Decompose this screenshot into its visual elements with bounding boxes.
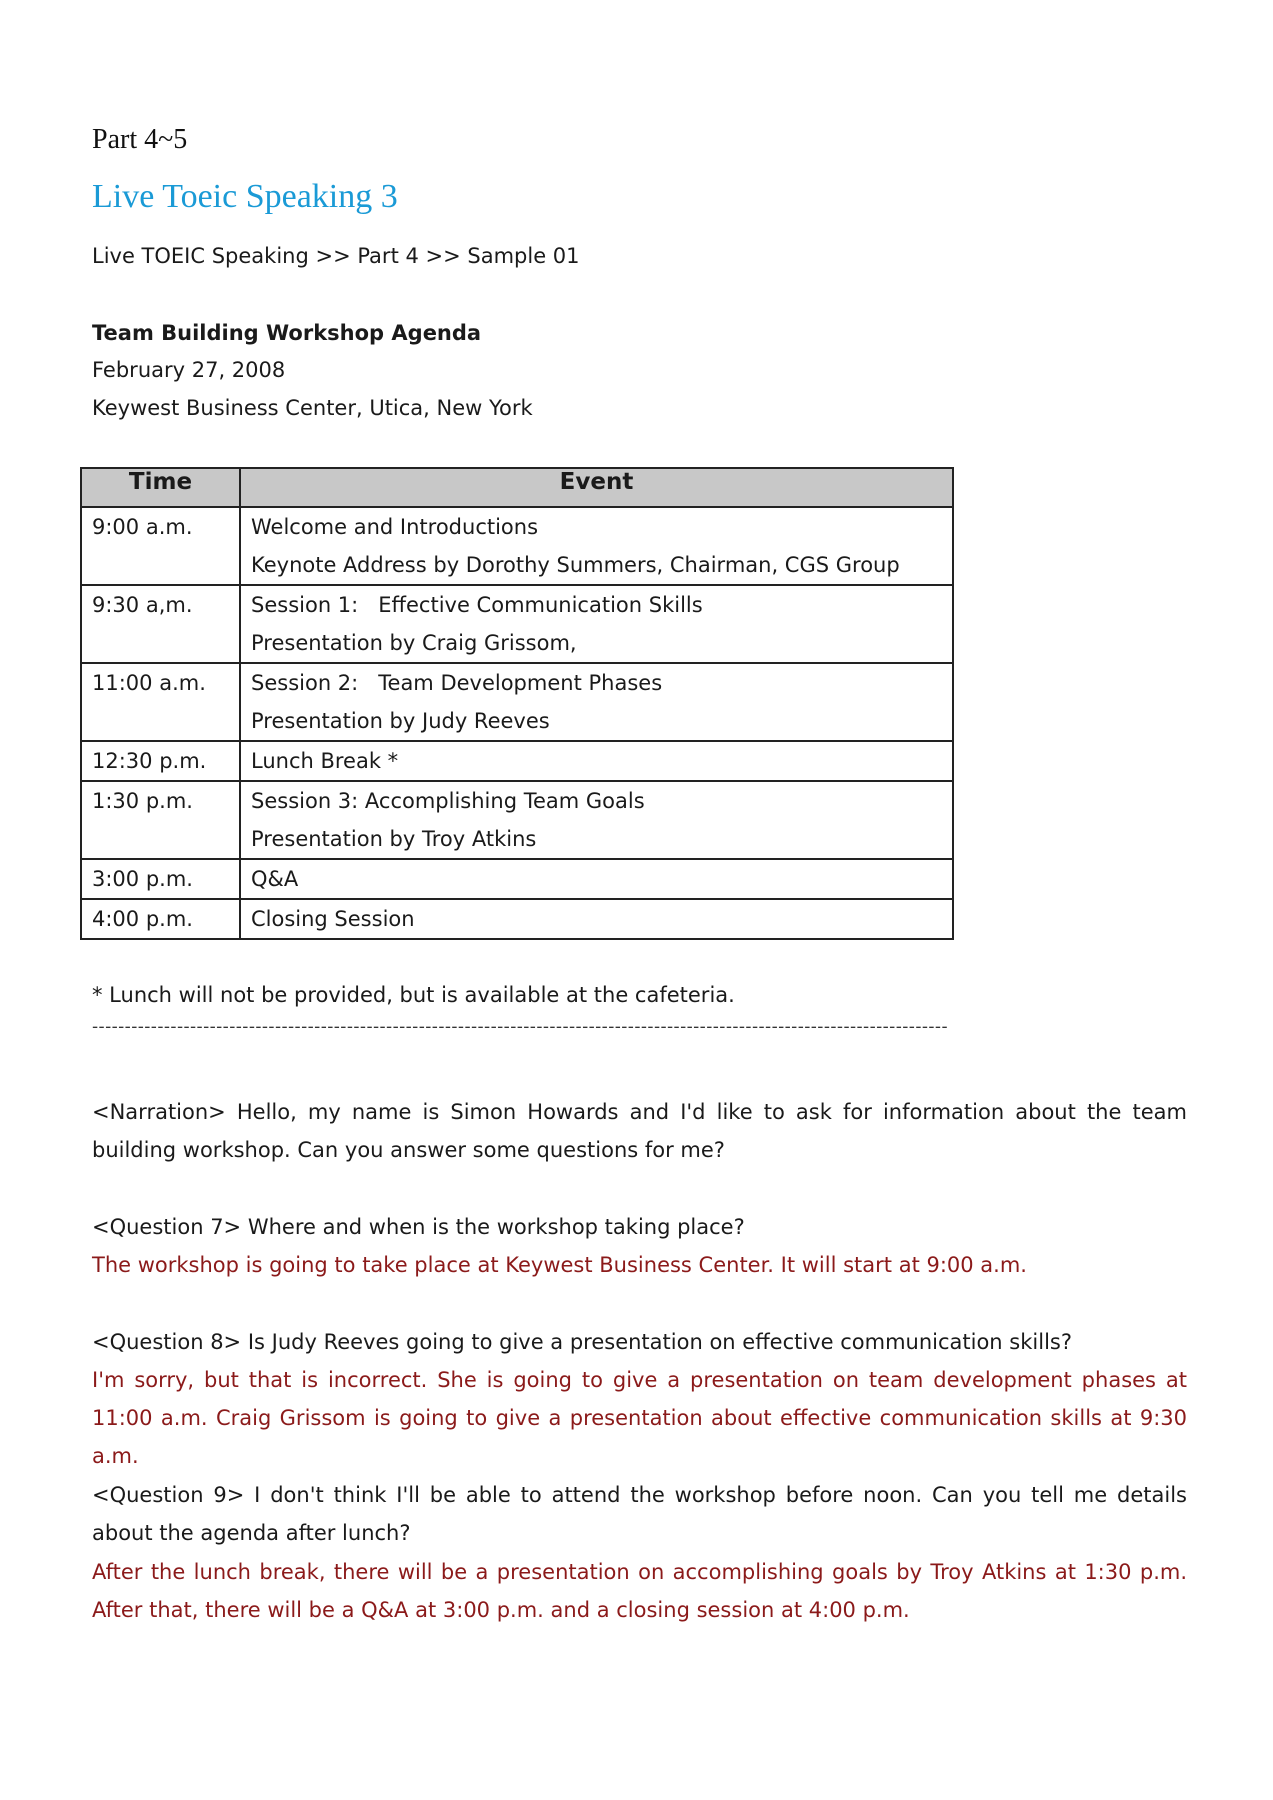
answer-9: After the lunch break, there will be a presentation on accomplishing goals by Troy Atkins at 1:30 p.m. After that, there will be a Q&A at 3:00 p.m. and a closing session at 4:00 p.m. xyxy=(92,1560,1187,1622)
agenda-header-row xyxy=(81,468,953,507)
column-header-time: Time xyxy=(81,468,240,507)
question-8: <Question 8> Is Judy Reeves going to give a presentation on effective communication skills? xyxy=(92,1330,1072,1354)
table-row xyxy=(81,859,953,899)
question-7: <Question 7> Where and when is the workshop taking place? xyxy=(92,1215,745,1239)
table-row xyxy=(81,585,953,663)
table-row xyxy=(81,663,953,741)
agenda-event-line: Presentation by Troy Atkins xyxy=(251,827,537,851)
table-row xyxy=(81,899,953,939)
agenda-event-cell xyxy=(240,781,953,859)
table-row xyxy=(81,507,953,585)
answer-7: The workshop is going to take place at Keywest Business Center. It will start at 9:00 a.m. xyxy=(92,1253,1027,1277)
agenda-time-cell: 3:00 p.m. xyxy=(81,859,240,899)
agenda-event-line: Session 3: Accomplishing Team Goals xyxy=(251,789,645,813)
page-title: Live Toeic Speaking 3 xyxy=(92,178,398,215)
agenda-time-cell: 9:00 a.m. xyxy=(81,507,240,585)
narration: <Narration> Hello, my name is Simon Howards and I'd like to ask for information about the team building workshop. Can you answer some questions for me? xyxy=(92,1100,1187,1162)
lunch-note: * Lunch will not be provided, but is available at the cafeteria. xyxy=(92,983,735,1007)
question-9: <Question 9> I don't think I'll be able to attend the workshop before noon. Can you tell me details about the agenda after lunch? xyxy=(92,1483,1187,1545)
agenda-event-cell xyxy=(240,663,953,741)
divider: ----------------------------------------------------------------------------------------------------------------------------------- xyxy=(92,1017,948,1037)
agenda-venue: Keywest Business Center, Utica, New York xyxy=(92,396,533,420)
agenda-event-line: Lunch Break * xyxy=(251,749,399,773)
part-label: Part 4~5 xyxy=(92,124,188,155)
agenda-time-cell: 4:00 p.m. xyxy=(81,899,240,939)
agenda-event-cell xyxy=(240,585,953,663)
agenda-time-cell: 1:30 p.m. xyxy=(81,781,240,859)
agenda-event-cell xyxy=(240,899,953,939)
agenda-time-cell: 11:00 a.m. xyxy=(81,663,240,741)
agenda-event-line: Closing Session xyxy=(251,907,415,931)
agenda-event-cell xyxy=(240,507,953,585)
agenda-date: February 27, 2008 xyxy=(92,358,286,382)
table-row xyxy=(81,741,953,781)
agenda-event-line: Presentation by Judy Reeves xyxy=(251,709,550,733)
breadcrumb: Live TOEIC Speaking >> Part 4 >> Sample 01 xyxy=(92,244,580,268)
agenda-time-cell: 12:30 p.m. xyxy=(81,741,240,781)
agenda-event-line: Q&A xyxy=(251,867,299,891)
agenda-title: Team Building Workshop Agenda xyxy=(92,321,482,345)
agenda-event-line: Welcome and Introductions xyxy=(251,515,539,539)
agenda-event-line: Presentation by Craig Grissom, xyxy=(251,631,577,655)
column-header-event: Event xyxy=(240,468,953,507)
agenda-event-cell xyxy=(240,741,953,781)
agenda-event-line: Session 2: Team Development Phases xyxy=(251,671,663,695)
agenda-table xyxy=(80,467,954,940)
table-row xyxy=(81,781,953,859)
agenda-event-line: Keynote Address by Dorothy Summers, Chairman, CGS Group xyxy=(251,553,900,577)
agenda-time-cell: 9:30 a,m. xyxy=(81,585,240,663)
agenda-event-line: Session 1: Effective Communication Skills xyxy=(251,593,703,617)
agenda-event-cell xyxy=(240,859,953,899)
answer-8: I'm sorry, but that is incorrect. She is going to give a presentation on team development phases at 11:00 a.m. Craig Grissom is going to give a presentation about effective communication skills at 9:30 a.m. xyxy=(92,1368,1187,1468)
